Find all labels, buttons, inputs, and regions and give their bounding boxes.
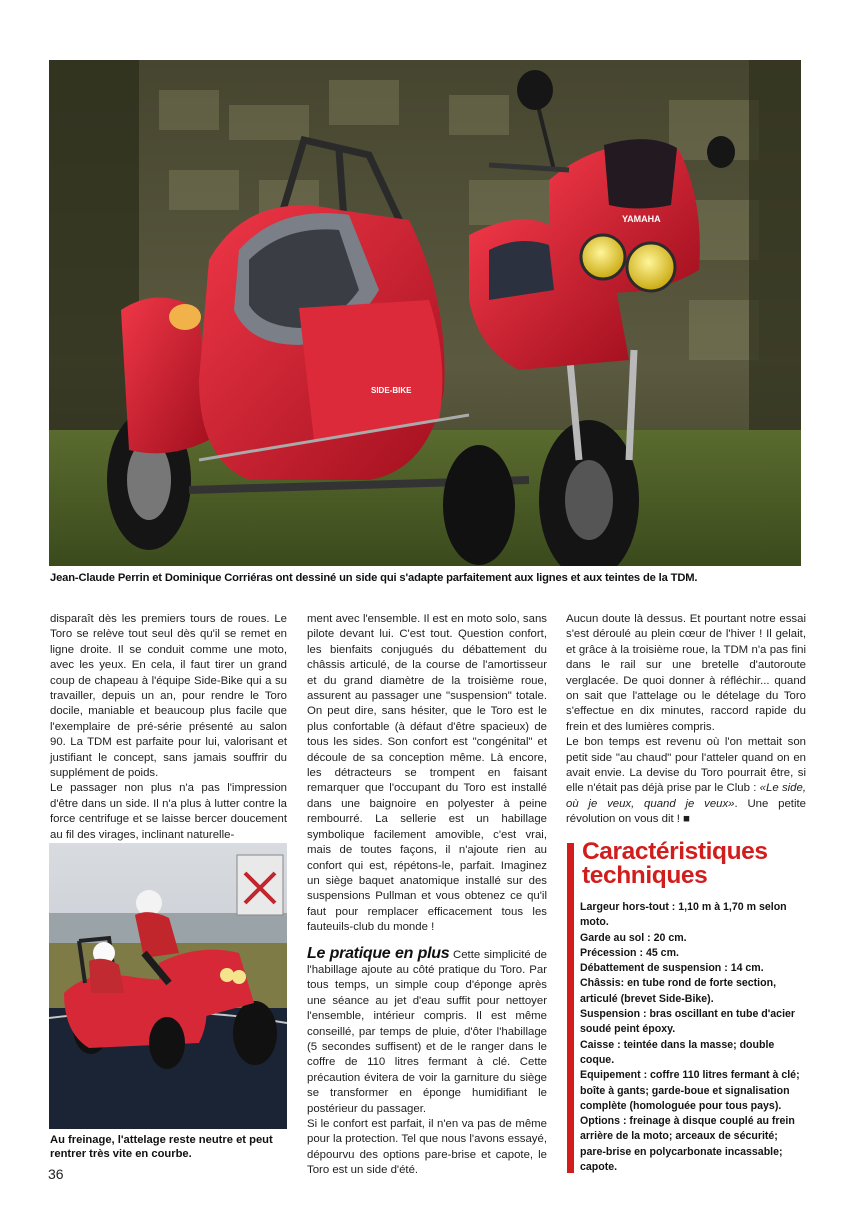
sidecar-on-track-illustration <box>49 843 287 1129</box>
paragraph: Aucun doute là dessus. Et pourtant notre essai s'est déroulé au plein cœur de l'hiver ! Il gelait, et grâce à la troisième roue, la TDM n'a pas fini dans le rail sur une bretelle d'autoroute verglacée. De quoi donner à réfléchir... quand on sait que l'attelage ou le dételage du Toro s'effectue en dix minutes, raccord rapide du frein et des lumières compris. <box>566 613 806 733</box>
paragraph: ment avec l'ensemble. Il est en moto solo, sans pilote devant lui. C'est tout. Question confort, les bienfaits conjugués du débattement du châssis articulé, de la course de l'amortisseur et du grand diamètre de la troisième roue, assurent au passager une "suspension" totale. On peut dire, sans hésiter, que le Toro est le plus confortable (à défaut d'être spacieux) de tous les sides. Son confort est "congénital" et découle de sa conception même. Là encore, les détracteurs se trompent en faisant remarquer que l'occupant du Toro est installé dans une baignoire en polyester à peine rembourré. La sellerie est un habillage symbolique facilement amovible, c'est vrai, mais de toutes façons, il n'ajoute rien au confort qui est, répétons-le, parfait. Imaginez un siège baquet anatomique installé sur des suspensions Pullman et vous obtenez ce qu'il faut pour remplacer efficacement tous les fauteuils-club du monde ! <box>307 613 547 934</box>
hero-photo <box>49 60 801 566</box>
spec-item: Suspension : bras oscillant en tube d'acier soudé peint époxy. <box>580 1008 796 1036</box>
tech-specs-list <box>580 900 802 1175</box>
subhead: Le pratique en plus <box>307 944 450 962</box>
spec-item: Précession : 45 cm. <box>580 946 679 959</box>
spec-item: Caisse : teintée dans la masse; double coque. <box>580 1038 775 1066</box>
toro-motto: «Le side, où je veux, quand je veux» <box>566 782 807 810</box>
closing-paragraph <box>566 735 806 827</box>
sidecar-motorcycle-illustration <box>49 60 801 566</box>
paragraph-text: Le bon temps est revenu où l'on mettait son petit side "au chaud" pour l'atteler quand on en avait envie. La devise du Toro pourrait être, si elle n'était pas déjà prise par le Club : <box>566 736 806 795</box>
spec-item: Débattement de suspension : 14 cm. <box>580 962 764 975</box>
spec-item: Garde au sol : 20 cm. <box>580 931 687 944</box>
braking-photo <box>49 843 287 1129</box>
spec-item: Options : freinage à disque couplé au frein arrière de la moto; arceaux de sécurité; pare-brise en polycarbonate incassable; capote. <box>580 1115 795 1174</box>
paragraph: Si le confort est parfait, il n'en va pas de même pour la protection. Tel que nous l'avons essayé, dépourvu des options pare-brise et capote, le Toro est un side d'été. <box>307 1118 547 1177</box>
spec-item: Largeur hors-tout : 1,10 m à 1,70 m selon moto. <box>580 901 787 929</box>
tech-title: Caractéristiques techniques <box>582 838 768 889</box>
hero-caption: Jean-Claude Perrin et Dominique Corriéras ont dessiné un side qui s'adapte parfaitement aux lignes et aux teintes de la TDM. <box>50 572 698 584</box>
page-number: 36 <box>48 1166 64 1182</box>
spec-item: Equipement : coffre 110 litres fermant à clé; boîte à gants; garde-boue et signalisation complète (homologuée pour tous pays). <box>580 1069 800 1112</box>
paragraph: disparaît dès les premiers tours de roues. Le Toro se relève tout seul dès qu'il se remet en ligne droite. Il se conduit comme une moto, avec les yeux. En cela, il faut tirer un grand coup de chapeau à l'équipe Side-Bike qui a su travailler, depuis un an, pour rendre le Toro docile, maniable et beaucoup plus facile que l'exemplaire de pré-série présenté au salon 90. La TDM est parfaite pour lui, valorisant et justifiant le concept, sans jamais souffrir du supplément de poids. <box>50 613 287 780</box>
spec-item: Châssis: en tube rond de forte section, articulé (brevet Side-Bike). <box>580 977 777 1005</box>
article-column-2 <box>307 612 547 1179</box>
article-column-1 <box>50 612 287 843</box>
paragraph-with-subhead <box>307 946 547 1117</box>
fairing-logo: YAMAHA <box>622 214 661 224</box>
article-column-3 <box>566 612 806 828</box>
tech-accent-bar <box>567 843 574 1173</box>
sidecar-logo: SIDE-BIKE <box>371 386 412 395</box>
paragraph: Le passager non plus n'a pas l'impression d'être dans un side. Il n'a plus à lutter contre la force centrifuge et se laisse bercer doucement au fil des virages, inclinant naturelle- <box>50 782 287 841</box>
paragraph-text: . Une petite révolution on vous dit ! ■ <box>566 797 806 826</box>
braking-photo-caption: Au freinage, l'attelage reste neutre et peut rentrer très vite en courbe. <box>50 1134 273 1160</box>
paragraph-text: Cette simplicité de l'habillage ajoute au côté pratique du Toro. Par tous temps, un simple coup d'éponge après une séance au jet d'eau suffit pour nettoyer l'ensemble, intérieur compris. Il est même conseillé, par temps de pluie, d'ôter l'habillage (5 secondes suffisent) et de le ranger dans le coffre de 110 litres fermant à clé. Cette précaution évitera de voir la garniture du siège se transformer en éponge humidifiant le postérieur du passager. <box>307 948 547 1115</box>
